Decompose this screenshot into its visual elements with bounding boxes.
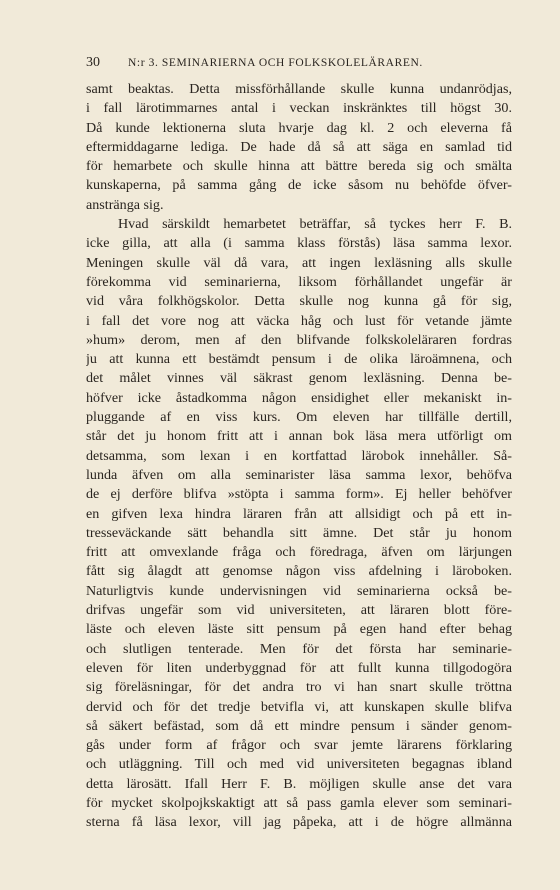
text-line: fritt att omvexlande fråga och föredraga, äfven om lärjungen	[86, 544, 512, 561]
text-line: tresseväckande sätt behandla sitt ämne. Det står ju honom	[86, 524, 512, 541]
text-line: detta lärosätt. Ifall Herr F. B. möjligen skulle anse det vara	[86, 775, 512, 792]
text-line: lunda äfven om alla seminarister läsa samma lexor, behöfva	[86, 466, 512, 483]
text-line: »hum» derom, men af den blifvande folkskoleläraren fordras	[86, 331, 512, 348]
text-line: så säkert befästad, som då ett mindre pensum i sänder genom-	[86, 717, 512, 734]
text-line: detsamma, som lexan i en kortfattad lärobok innehåller. Så-	[86, 447, 512, 464]
text-line: för mycket skolpojkskaktigt att så pass gamla elever som seminari-	[86, 794, 512, 811]
text-line: eleven för liten underbyggnad för att fullt kunna tillgodogöra	[86, 659, 512, 676]
running-head: N:r 3. SEMINARIERNA OCH FOLKSKOLELÄRAREN.	[128, 57, 423, 69]
text-line: det målet vinnes väl säkrast genom lexläsning. Denna be-	[86, 370, 512, 387]
text-line: förekomma vid seminarierna, liksom förhållandet ungefär är	[86, 273, 512, 290]
text-line: och slutligen tenterade. Men för det första har seminarie-	[86, 640, 512, 657]
text-line: vid våra folkhögskolor. Detta skulle nog kunna gå för sig,	[86, 293, 512, 310]
text-line: kunskaperna, på samma gång de icke såsom nu behöfde öfver-	[86, 177, 512, 194]
text-line: icke gilla, att alla (i samma klass förstås) läsa samma lexor.	[86, 235, 512, 252]
page-number: 30	[86, 55, 100, 70]
text-line: i fall det vore nog att väcka håg och lust för vetande jämte	[86, 312, 512, 329]
text-line: höfver icke åstadkomma någon ensidighet eller mekaniskt in-	[86, 389, 512, 406]
page-header	[86, 53, 480, 73]
text-line: anstränga sig.	[86, 196, 164, 213]
text-line: drifvas ungefär som vid universiteten, att läraren blott före-	[86, 602, 512, 619]
text-line: Meningen skulle väl då vara, att ingen lexläsning alls skulle	[86, 254, 512, 271]
text-line: samt beaktas. Detta missförhållande skulle kunna undanrödjas,	[86, 81, 512, 97]
text-line: i fall lärotimmarnes antal i veckan inskränktes till högst 30.	[86, 100, 512, 117]
text-line: läste och eleven läste sitt pensum på egen hand efter behag	[86, 621, 512, 638]
text-line: Hvad särskildt hemarbetet beträffar, så tyckes herr F. B.	[118, 216, 512, 233]
text-line: Naturligtvis kunde undervisningen vid seminarierna också be-	[86, 582, 512, 599]
text-line: Då kunde lektionerna sluta hvarje dag kl. 2 och eleverna få	[86, 119, 512, 136]
text-line: en gifven lexa hindra läraren från att allsidigt och på ett in-	[86, 505, 512, 522]
text-line: fått sig ålagdt att genomse någon viss afdelning i läroboken.	[86, 563, 512, 580]
text-line: för hemarbete och skulle hinna att bättre bereda sig och smälta	[86, 158, 512, 175]
text-line: och utläggning. Till och med vid universiteten begagnas ibland	[86, 756, 512, 773]
text-line: sterna få läsa lexor, vill jag påpeka, att i de högre allmänna	[86, 814, 512, 831]
text-line: de ej derföre blifva »stöpta i samma form». Ej heller behöfver	[86, 486, 512, 503]
text-line: pluggande af en viss kurs. Om eleven har tillfälle dertill,	[86, 409, 512, 426]
body-text	[86, 80, 512, 833]
text-line: står det ju honom fritt att i annan bok läsa mera utförligt om	[86, 428, 512, 445]
text-line: gås under form af frågor och svar jemte lärarens förklaring	[86, 737, 512, 754]
text-line: sig föreläsningar, för det andra tro vi han snart skulle tröttna	[86, 679, 512, 696]
text-line: eftermiddagarne lediga. De hade då så att säga en samlad tid	[86, 138, 512, 155]
text-line: dervid och för det tredje betvifla vi, att kunskapen skulle blifva	[86, 698, 512, 715]
text-line: ju att kunna ett bestämdt pensum i de olika läroämnena, och	[86, 351, 512, 368]
